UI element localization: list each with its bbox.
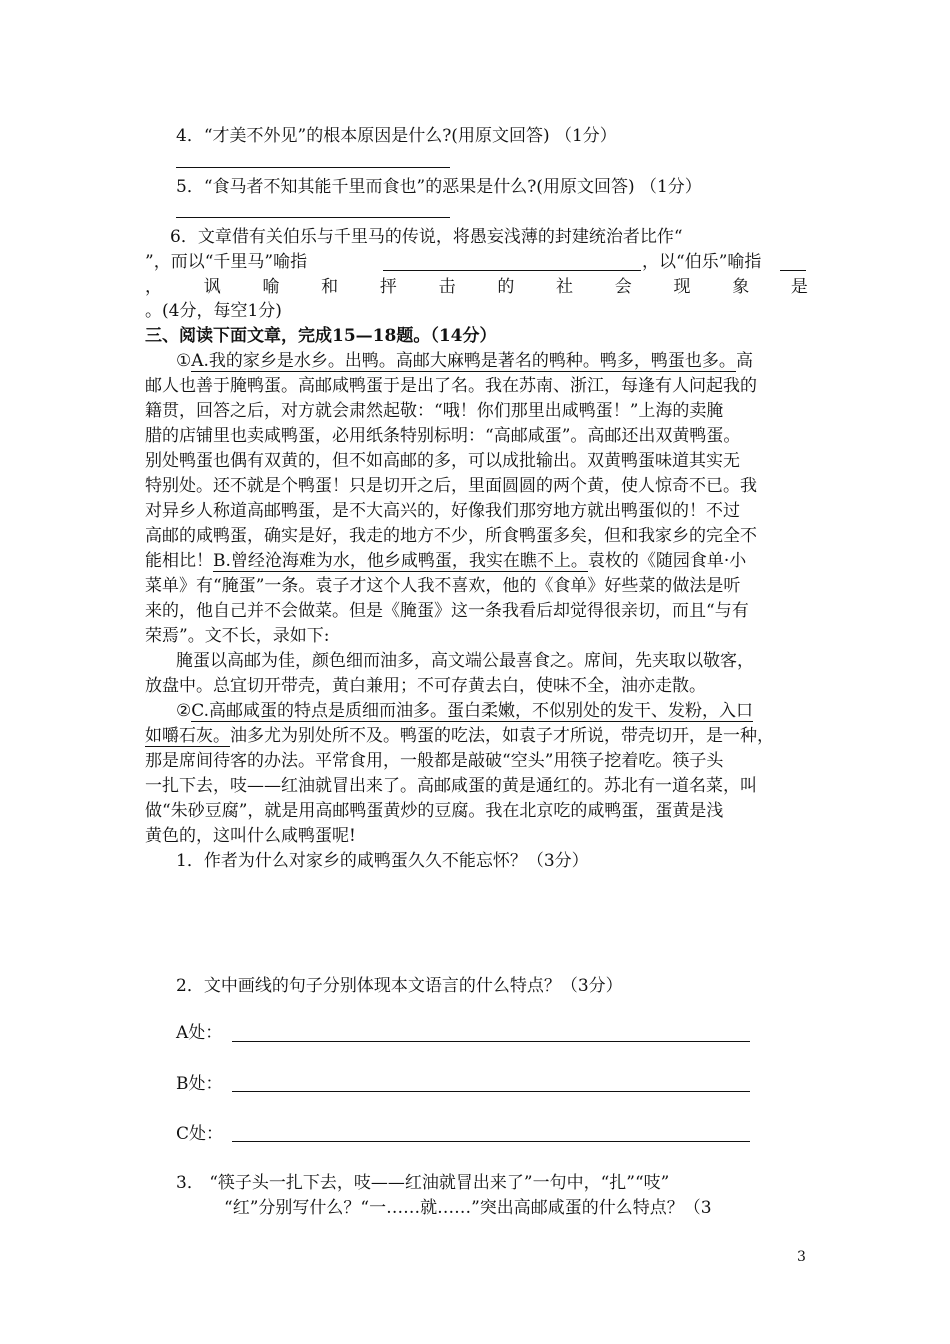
paragraph-2-line: 黄色的，这叫什么咸鸭蛋呢! (145, 826, 356, 846)
answer-line-a[interactable] (232, 1041, 750, 1042)
question-6-line1: 6．文章借有关伯乐与千里马的传说，将愚妄浅薄的封建统治者比作“ (170, 227, 683, 247)
paragraph-2-line: 一扎下去，吱——红油就冒出来了。高邮咸蛋的黄是通红的。苏北有一道名菜，叫 (145, 776, 757, 796)
question-6-line2a: ”，而以“千里马”喻指 (145, 252, 308, 272)
answer-label-b: B处： (176, 1074, 223, 1094)
quote-line: 腌蛋以高邮为佳，颜色细而油多，高文端公最喜食之。席间，先夹取以敬客， (176, 651, 754, 671)
section-3-heading: 三、阅读下面文章，完成15—18题。（14分） (145, 326, 497, 346)
underlined-sentence-c: C.高邮咸蛋的特点是质细而油多。蛋白柔嫩，不似别处的发干、发粉，入口 (191, 701, 754, 721)
paragraph-1-line: 籍贯，回答之后，对方就会肃然起敬：“哦！你们那里出咸鸭蛋！”上海的卖腌 (145, 401, 724, 421)
paragraph-1-line: 腊的店铺里也卖咸鸭蛋，必用纸条特别标明：“高邮咸蛋”。高邮还出双黄鸭蛋。 (145, 426, 741, 446)
paragraph-1-line: 荣焉”。文不长，录如下: (145, 626, 330, 646)
paragraph-1-line: 高邮的咸鸭蛋，确实是好，我走的地方不少，所食鸭蛋多矣，但和我家乡的完全不 (145, 526, 757, 546)
question-1: 1．作者为什么对家乡的咸鸭蛋久久不能忘怀？（3分） (176, 851, 589, 871)
answer-label-a: A处： (176, 1023, 223, 1043)
answer-line-q4[interactable] (176, 167, 450, 168)
paragraph-2-line: 做“朱砂豆腐”，就是用高邮鸭蛋黄炒的豆腐。我在北京吃的咸鸭蛋，蛋黄是浅 (145, 801, 724, 821)
answer-label-c: C处： (176, 1124, 224, 1144)
question-6-line2b: ，以“伯乐”喻指 (642, 252, 762, 272)
answer-line-q6-a[interactable] (383, 270, 641, 271)
question-3-line-1: 3． “筷子头一扎下去，吱——红油就冒出来了”一句中，“扎”“吱” (176, 1173, 670, 1193)
underlined-sentence-c-end: 如嚼石灰。 (145, 726, 230, 746)
paragraph-1-line-9: 能相比！B.曾经沧海难为水，他乡咸鸭蛋，我实在瞧不上。袁枚的《随园食单·小 (145, 551, 747, 571)
paragraph-2-line: 那是席间待客的办法。平常食用，一般都是敲破“空头”用筷子挖着吃。筷子头 (145, 751, 724, 771)
answer-line-b[interactable] (232, 1091, 750, 1092)
question-4: 4．“才美不外见”的根本原因是什么?(用原文回答) （1分） (176, 126, 617, 146)
page-number: 3 (797, 1249, 806, 1265)
paragraph-1-line: 菜单》有“腌蛋”一条。袁子才这个人我不喜欢，他的《食单》好些菜的做法是听 (145, 576, 741, 596)
paragraph-1-line: 来的，他自己并不会做菜。但是《腌蛋》这一条我看后却觉得很亲切，而且“与有 (145, 601, 749, 621)
underlined-sentence-b: B.曾经沧海难为水，他乡咸鸭蛋，我实在瞧不上。 (213, 551, 588, 571)
answer-line-q6-b[interactable] (780, 270, 806, 271)
paragraph-1-line: 别处鸭蛋也偶有双黄的，但不如高邮的多，可以成批输出。双黄鸭蛋味道其实无 (145, 451, 740, 471)
paragraph-2-line-2: 如嚼石灰。油多尤为别处所不及。鸭蛋的吃法，如袁子才所说，带壳切开，是一种， (145, 726, 774, 746)
paragraph-1-line-1: ①A.我的家乡是水乡。出鸭。高邮大麻鸭是著名的鸭种。鸭多，鸭蛋也多。高 (176, 351, 753, 371)
underlined-sentence-a: A.我的家乡是水乡。出鸭。高邮大麻鸭是著名的鸭种。鸭多，鸭蛋也多。 (191, 351, 736, 371)
question-6-line3: ， 讽 喻 和 抨 击 的 社 会 现 象 是 (145, 277, 808, 297)
question-2: 2．文中画线的句子分别体现本文语言的什么特点？（3分） (176, 976, 623, 996)
paragraph-1-line: 对异乡人称道高邮鸭蛋，是不大高兴的，好像我们那穷地方就出鸭蛋似的！不过 (145, 501, 740, 521)
answer-line-c[interactable] (232, 1141, 750, 1142)
paragraph-1-line: 邮人也善于腌鸭蛋。高邮咸鸭蛋于是出了名。我在苏南、浙江，每逢有人问起我的 (145, 376, 757, 396)
paragraph-1-line: 特别处。还不就是个鸭蛋！只是切开之后，里面圆圆的两个黄，使人惊奇不已。我 (145, 476, 757, 496)
quote-line: 放盘中。总宜切开带壳，黄白兼用；不可存黄去白，使味不全，油亦走散。 (145, 676, 706, 696)
answer-line-q5[interactable] (176, 217, 450, 218)
question-5: 5．“食马者不知其能千里而食也”的恶果是什么?(用原文回答) （1分） (176, 177, 702, 197)
paragraph-2-line-1: ②C.高邮咸蛋的特点是质细而油多。蛋白柔嫩，不似别处的发干、发粉，入口 (176, 701, 754, 721)
question-6-line4: 。(4分，每空1分) (145, 301, 282, 321)
question-3-line-2: “红”分别写什么？“一……就……”突出高邮咸蛋的什么特点？（3 (224, 1198, 712, 1218)
